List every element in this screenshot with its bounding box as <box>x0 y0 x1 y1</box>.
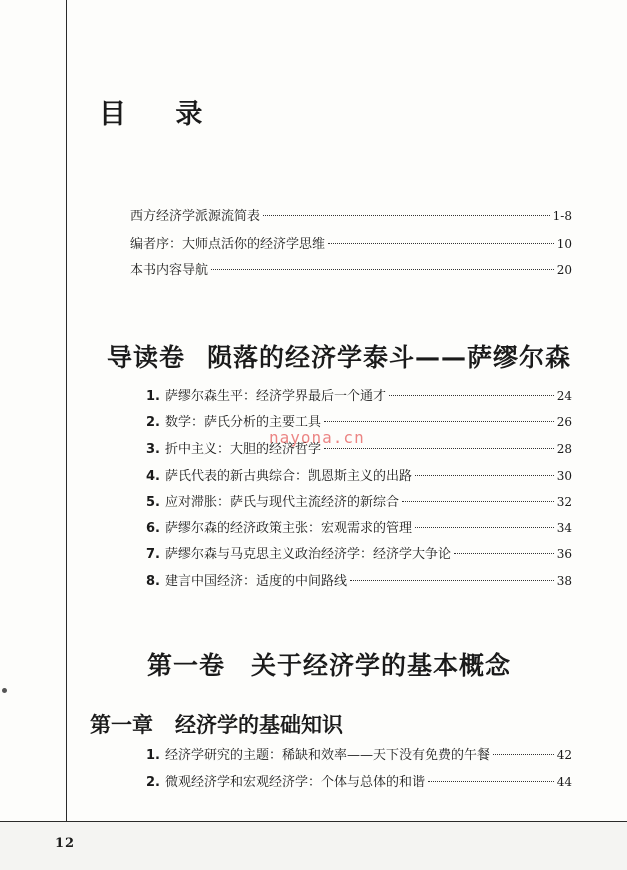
entry-number: 2. <box>146 415 160 430</box>
entry-text: 经济学研究的主题：稀缺和效率——天下没有免费的午餐 <box>164 748 490 763</box>
dot-leader <box>350 580 554 581</box>
entry-page: 26 <box>556 415 572 429</box>
entry-page: 42 <box>556 748 572 762</box>
dot-leader <box>263 215 550 216</box>
entry-page: 44 <box>556 775 572 789</box>
entry-page: 10 <box>556 237 572 251</box>
toc-entry[interactable] <box>146 745 572 765</box>
entry-number: 6. <box>146 521 160 536</box>
chapter-one-heading <box>90 709 343 739</box>
dot-leader <box>454 553 554 554</box>
part-label: 第一卷 <box>147 651 226 680</box>
toc-entry[interactable] <box>146 466 572 486</box>
part-label: 导读卷 <box>107 343 186 372</box>
toc-title: 目 录 <box>99 99 223 130</box>
entry-page: 34 <box>556 521 572 535</box>
entry-page: 28 <box>556 442 572 456</box>
entry-number: 1. <box>146 748 160 763</box>
edge-mark <box>2 688 7 693</box>
dot-leader <box>211 269 554 270</box>
dot-leader <box>493 754 554 755</box>
page-number: 12 <box>55 836 76 851</box>
entry-text: 萨氏代表的新古典综合：凯恩斯主义的出路 <box>164 469 412 484</box>
entry-number: 5. <box>146 495 160 510</box>
entry-page: 24 <box>556 389 572 403</box>
dot-leader <box>328 243 554 244</box>
dot-leader <box>415 527 554 528</box>
toc-entry[interactable] <box>146 492 572 512</box>
chapter-label: 第一章 <box>90 713 153 737</box>
dot-leader <box>324 421 554 422</box>
entry-page: 32 <box>556 495 572 509</box>
toc-entry[interactable] <box>130 260 572 280</box>
dot-leader <box>389 395 554 396</box>
entry-number: 4. <box>146 469 160 484</box>
left-margin-rule <box>66 0 67 822</box>
toc-entry[interactable] <box>146 571 572 591</box>
watermark: nayona.cn <box>269 428 365 447</box>
intro-part-heading <box>107 338 571 374</box>
entry-page: 38 <box>556 574 572 588</box>
entry-text: 数学：萨氏分析的主要工具 <box>164 415 321 430</box>
toc-entry[interactable] <box>146 544 572 564</box>
toc-entry[interactable] <box>146 518 572 538</box>
entry-number: 3. <box>146 442 160 457</box>
entry-text: 萨缪尔森与马克思主义政治经济学：经济学大争论 <box>164 547 451 562</box>
entry-text: 应对滞胀：萨氏与现代主流经济的新综合 <box>164 495 399 510</box>
bottom-rule <box>0 821 627 822</box>
dot-leader <box>428 781 554 782</box>
part-title: 关于经济学的基本概念 <box>251 651 512 680</box>
entry-text: 建言中国经济：适度的中间路线 <box>164 574 347 589</box>
part-one-heading <box>147 646 511 682</box>
dot-leader <box>324 448 554 449</box>
entry-number: 1. <box>146 389 160 404</box>
entry-text: 折中主义：大胆的经济哲学 <box>164 442 321 457</box>
entry-text: 微观经济学和宏观经济学：个体与总体的和谐 <box>164 775 425 790</box>
entry-text: 西方经济学派源流简表 <box>130 209 261 224</box>
entry-text: 萨缪尔森生平：经济学界最后一个通才 <box>164 389 386 404</box>
toc-entry[interactable] <box>130 206 572 226</box>
entry-page: 20 <box>556 263 572 277</box>
entry-number: 7. <box>146 547 160 562</box>
dot-leader <box>415 475 554 476</box>
entry-number: 2. <box>146 775 160 790</box>
entry-text: 编者序：大师点活你的经济学思维 <box>130 237 326 252</box>
entry-page: 30 <box>556 469 572 483</box>
toc-entry[interactable] <box>146 386 572 406</box>
entry-number: 8. <box>146 574 160 589</box>
entry-text: 萨缪尔森的经济政策主张：宏观需求的管理 <box>164 521 412 536</box>
chapter-title: 经济学的基础知识 <box>175 713 343 737</box>
entry-page: 1-8 <box>552 209 572 223</box>
entry-page: 36 <box>556 547 572 561</box>
dot-leader <box>402 501 554 502</box>
toc-entry[interactable] <box>130 234 572 254</box>
toc-entry[interactable] <box>146 772 572 792</box>
part-title: 陨落的经济学泰斗——萨缪尔森 <box>207 343 572 372</box>
entry-text: 本书内容导航 <box>130 263 209 278</box>
